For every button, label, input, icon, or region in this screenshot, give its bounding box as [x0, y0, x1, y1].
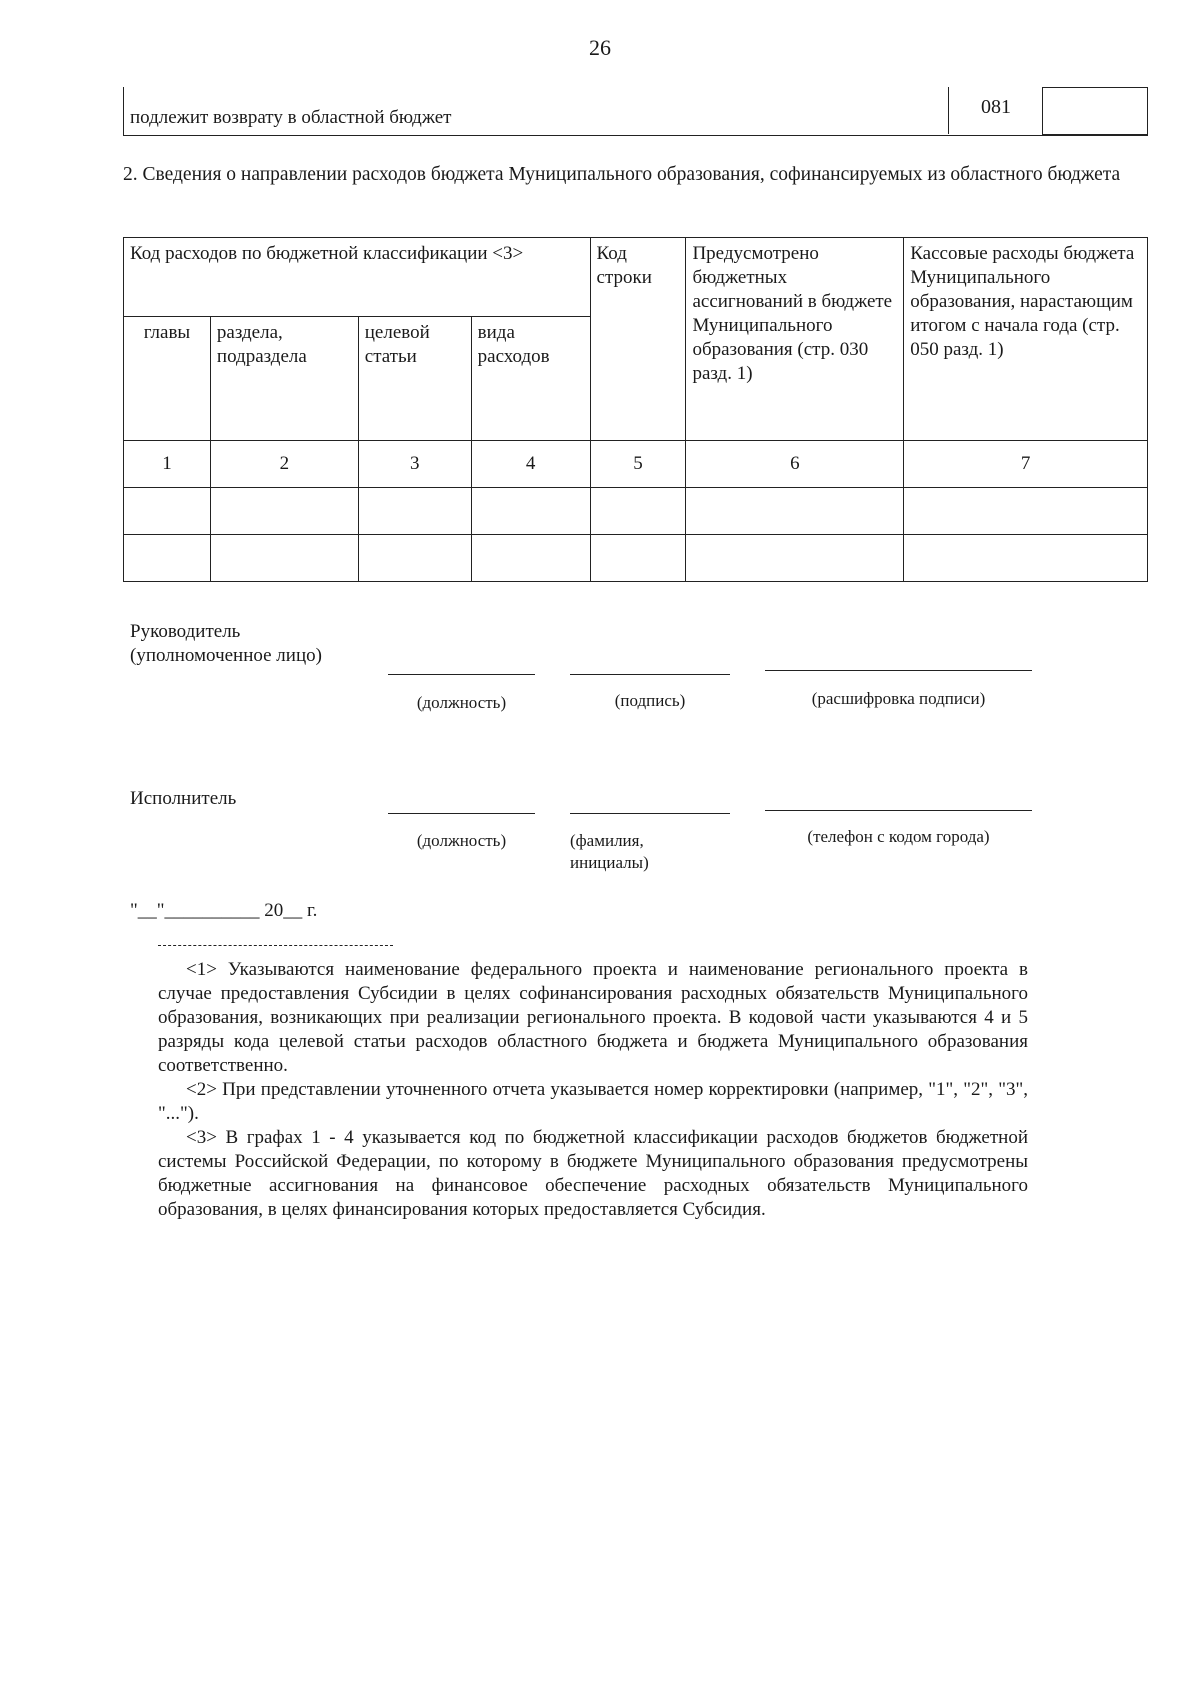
table-cell[interactable]	[471, 488, 590, 535]
head-signature-line[interactable]	[570, 674, 730, 675]
table-cell[interactable]	[590, 488, 686, 535]
column-number: 3	[358, 441, 471, 488]
table-row	[124, 488, 1148, 535]
column-number: 6	[686, 441, 904, 488]
table-cell[interactable]	[471, 535, 590, 582]
table-cell[interactable]	[124, 535, 211, 582]
page-number: 26	[589, 35, 611, 60]
table-row	[124, 441, 1148, 488]
footnotes	[158, 958, 1028, 1222]
header-line-code: Код строки	[590, 238, 686, 441]
table-cell[interactable]	[210, 535, 358, 582]
expenses-table	[123, 237, 1148, 582]
header-expense-type: вида расходов	[471, 317, 590, 441]
header-cash-expenses: Кассовые расходы бюджета Муниципального образования, нарастающим итогом с начала года (стр. 050 разд. 1)	[904, 238, 1148, 441]
section-heading: 2. Сведения о направлении расходов бюджета Муниципального образования, софинансируемых из областного бюджета	[123, 164, 1121, 185]
table-row	[124, 535, 1148, 582]
footnote-separator	[158, 945, 393, 946]
table-cell[interactable]	[210, 488, 358, 535]
top-row-code: 081	[948, 87, 1043, 134]
executor-name-line[interactable]	[570, 813, 730, 814]
executor-phone-line[interactable]	[765, 810, 1032, 811]
date-line[interactable]: "__"__________ 20__ г.	[130, 900, 318, 921]
table-cell[interactable]	[686, 488, 904, 535]
executor-position-line[interactable]	[388, 813, 535, 814]
executor-phone-caption: (телефон с кодом города)	[807, 827, 990, 846]
header-target-article: целевой статьи	[358, 317, 471, 441]
executor-label: Исполнитель	[130, 788, 237, 809]
top-row	[123, 87, 1148, 136]
header-chapter: главы	[124, 317, 211, 441]
column-number: 5	[590, 441, 686, 488]
header-budget-code: Код расходов по бюджетной классификации <3>	[124, 238, 591, 317]
head-decryption-line[interactable]	[765, 670, 1032, 671]
column-number: 7	[904, 441, 1148, 488]
table-cell[interactable]	[358, 535, 471, 582]
column-number: 4	[471, 441, 590, 488]
footnote-3: <3> В графах 1 - 4 указывается код по бюджетной классификации расходов бюджетов бюджетной системы Российской Федерации, по которому в бюджете Муниципального образования предусмотрены бюджетные ассигнования на финансовое обеспечение расходных обязательств Муниципального образования, в целях финансирования которых предоставляется Субсидия.	[158, 1127, 1028, 1220]
table-cell[interactable]	[590, 535, 686, 582]
top-row-value-field[interactable]	[1042, 87, 1148, 135]
footnote-2: <2> При представлении уточненного отчета указывается номер корректировки (например, "1", "2", "3", "...").	[158, 1079, 1028, 1124]
table-cell[interactable]	[124, 488, 211, 535]
column-number: 2	[210, 441, 358, 488]
footnote-1: <1> Указываются наименование федерального проекта и наименование регионального проекта в случае предоставления Субсидии в целях софинансирования расходных обязательств Муниципального образования, возникающих при реализации регионального проекта. В кодовой части указываются 4 и 5 разряды кода целевой статьи расходов областного бюджета и бюджета Муниципального образования соответственно.	[158, 959, 1028, 1076]
head-decryption-caption: (расшифровка подписи)	[811, 689, 986, 708]
head-signature-caption: (подпись)	[614, 691, 686, 710]
header-section: раздела, подраздела	[210, 317, 358, 441]
head-label: Руководитель (уполномоченное лицо)	[130, 621, 322, 666]
header-planned: Предусмотрено бюджетных ассигнований в бюджете Муниципального образования (стр. 030 разд. 1)	[686, 238, 904, 441]
top-row-text: подлежит возврату в областной бюджет	[130, 107, 452, 128]
table-cell[interactable]	[686, 535, 904, 582]
head-position-line[interactable]	[388, 674, 535, 675]
executor-name-caption: (фамилия, инициалы)	[570, 831, 649, 872]
column-number: 1	[124, 441, 211, 488]
table-cell[interactable]	[904, 488, 1148, 535]
head-position-caption: (должность)	[416, 693, 507, 712]
executor-position-caption: (должность)	[416, 831, 507, 850]
table-cell[interactable]	[358, 488, 471, 535]
table-cell[interactable]	[904, 535, 1148, 582]
